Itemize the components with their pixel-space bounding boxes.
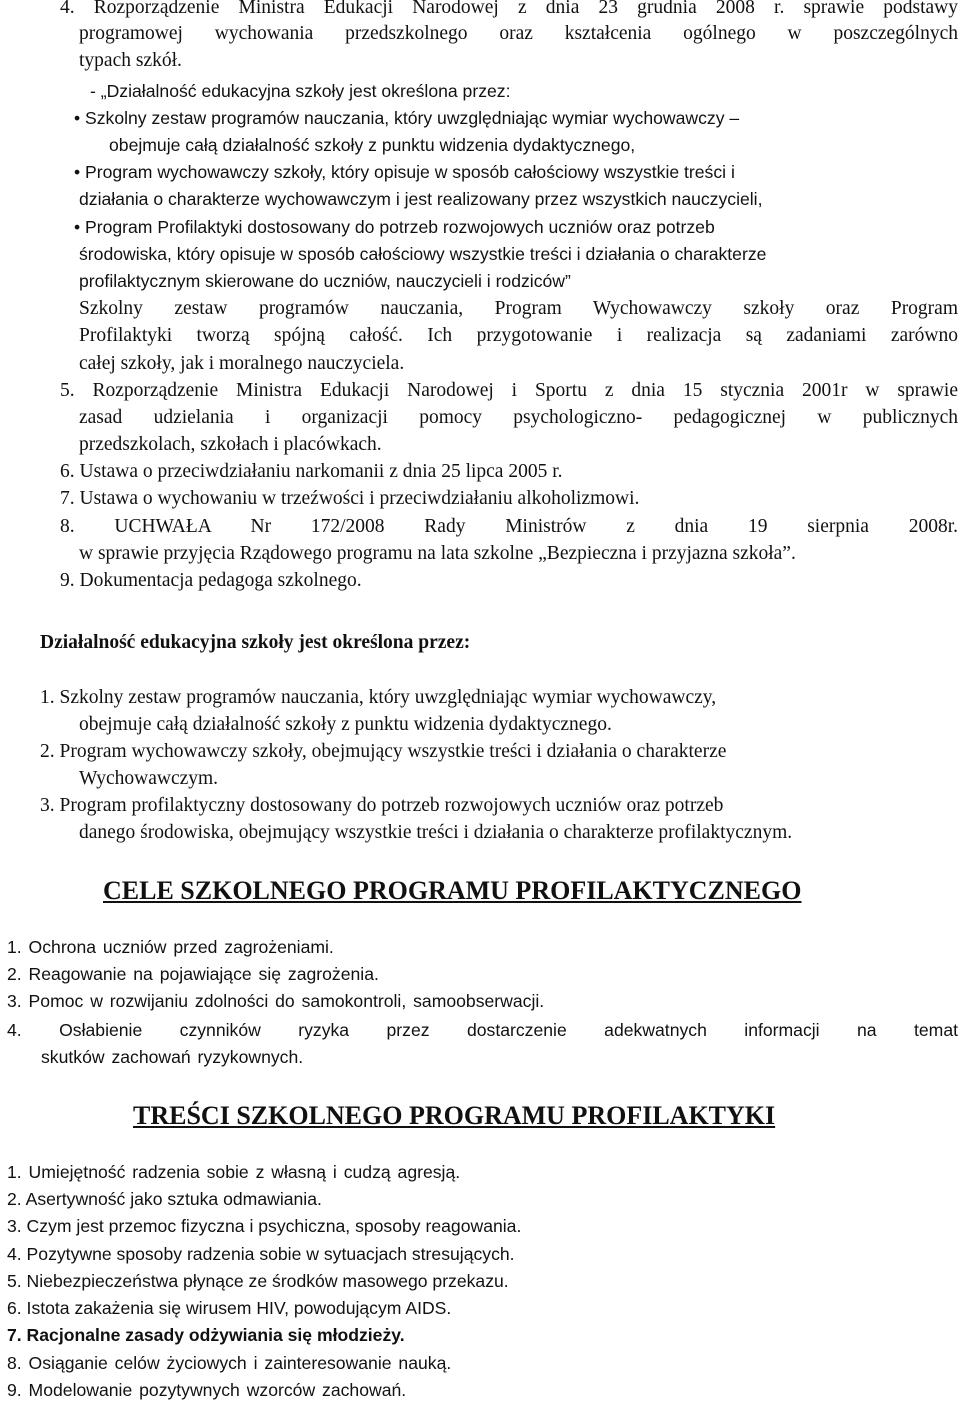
- goal-item-3: 3. Pomoc w rozwijaniu zdolności do samokontroli, samoobserwacji.: [7, 991, 545, 1011]
- activity-item-1-line-2: obejmuje całą działalność szkoły z punktu widzenia dydaktycznego.: [79, 714, 612, 735]
- goals-heading: CELE SZKOLNEGO PROGRAMU PROFILAKTYCZNEGO: [103, 876, 802, 905]
- activity-heading: Działalność edukacyjna szkoły jest określona przez:: [40, 632, 471, 653]
- activity-item-1-line-1: 1. Szkolny zestaw programów nauczania, który uwzględniając wymiar wychowawczy,: [40, 687, 717, 708]
- content-item-6: 6. Istota zakażenia się wirusem HIV, powodującym AIDS.: [7, 1298, 452, 1318]
- quote-bullet-3-line-2: środowiska, który opisuje w sposób całościowy wszystkie treści i działania o charakterze: [79, 244, 767, 264]
- summary-line-1: Szkolny zestaw programów nauczania, Program Wychowawczy szkoły oraz Program: [79, 298, 958, 319]
- goal-item-1: 1. Ochrona uczniów przed zagrożeniami.: [7, 937, 334, 957]
- quote-bullet-2-line-2: działania o charakterze wychowawczym i jest realizowany przez wszystkich nauczycieli,: [79, 189, 763, 209]
- content-item-8: 8. Osiąganie celów życiowych i zainteresowanie nauką.: [7, 1353, 452, 1373]
- ref-item-7: 7. Ustawa o wychowaniu w trzeźwości i przeciwdziałaniu alkoholizmowi.: [60, 488, 640, 509]
- content-item-1: 1. Umiejętność radzenia sobie z własną i cudzą agresją.: [7, 1162, 461, 1182]
- content-item-4: 4. Pozytywne sposoby radzenia sobie w sytuacjach stresujących.: [7, 1244, 515, 1264]
- activity-item-2-line-1: 2. Program wychowawczy szkoły, obejmujący wszystkie treści i działania o charakterze: [40, 741, 727, 762]
- ref-item-9: 9. Dokumentacja pedagoga szkolnego.: [60, 570, 362, 591]
- goal-item-2: 2. Reagowanie na pojawiające się zagrożenia.: [7, 964, 379, 984]
- ref-item-8-line-2: w sprawie przyjęcia Rządowego programu na lata szkolne „Bezpieczna i przyjazna szkoła”.: [79, 543, 796, 564]
- activity-item-2-line-2: Wychowawczym.: [79, 768, 219, 789]
- goal-item-4-line-1: 4. Osłabienie czynników ryzyka przez dostarczenie adekwatnych informacji na temat: [7, 1020, 958, 1040]
- ref-item-5-line-2: zasad udzielania i organizacji pomocy psychologiczno- pedagogicznej w publicznych: [79, 407, 958, 428]
- quote-intro: - „Działalność edukacyjna szkoły jest określona przez:: [90, 81, 511, 101]
- ref-item-8-line-1: 8. UCHWAŁA Nr 172/2008 Rady Ministrów z dnia 19 sierpnia 2008r.: [60, 516, 958, 537]
- activity-item-3-line-1: 3. Program profilaktyczny dostosowany do potrzeb rozwojowych uczniów oraz potrzeb: [40, 795, 724, 816]
- quote-bullet-3-line-1: • Program Profilaktyki dostosowany do potrzeb rozwojowych uczniów oraz potrzeb: [74, 216, 715, 238]
- ref-item-6: 6. Ustawa o przeciwdziałaniu narkomanii z dnia 25 lipca 2005 r.: [60, 461, 563, 482]
- content-item-7: 7. Racjonalne zasady odżywiania się młodzieży.: [7, 1325, 405, 1345]
- ref-item-5-line-3: przedszkolach, szkołach i placówkach.: [79, 434, 382, 455]
- quote-bullet-3-line-3: profilaktycznym skierowane do uczniów, nauczycieli i rodziców”: [79, 271, 571, 291]
- activity-item-3-line-2: danego środowiska, obejmujący wszystkie treści i działania o charakterze profilaktycznym.: [79, 822, 793, 843]
- goal-item-4-line-2: skutków zachowań ryzykownych.: [41, 1047, 304, 1067]
- content-item-9: 9. Modelowanie pozytywnych wzorców zachowań.: [7, 1380, 407, 1400]
- content-item-3: 3. Czym jest przemoc fizyczna i psychiczna, sposoby reagowania.: [7, 1216, 522, 1236]
- content-item-2: 2. Asertywność jako sztuka odmawiania.: [7, 1189, 322, 1209]
- quote-bullet-2-line-1: • Program wychowawczy szkoły, który opisuje w sposób całościowy wszystkie treści i: [74, 161, 735, 183]
- content-item-5: 5. Niebezpieczeństwa płynące ze środków masowego przekazu.: [7, 1271, 509, 1291]
- quote-bullet-1-line-2: obejmuje całą działalność szkoły z punktu widzenia dydaktycznego,: [109, 135, 636, 155]
- contents-heading: TREŚCI SZKOLNEGO PROGRAMU PROFILAKTYKI: [133, 1101, 776, 1130]
- ref-item-4-line-1: 4. Rozporządzenie Ministra Edukacji Narodowej z dnia 23 grudnia 2008 r. sprawie podstawy: [60, 0, 958, 18]
- ref-item-4-line-2: programowej wychowania przedszkolnego oraz kształcenia ogólnego w poszczególnych: [79, 23, 958, 44]
- quote-bullet-1-line-1: • Szkolny zestaw programów nauczania, który uwzględniając wymiar wychowawczy –: [74, 107, 739, 129]
- ref-item-4-line-3: typach szkół.: [79, 50, 182, 71]
- summary-line-3: całej szkoły, jak i moralnego nauczyciela.: [79, 353, 405, 374]
- summary-line-2: Profilaktyki tworzą spójną całość. Ich przygotowanie i realizacja są zadaniami zarówno: [79, 325, 958, 346]
- ref-item-5-line-1: 5. Rozporządzenie Ministra Edukacji Narodowej i Sportu z dnia 15 stycznia 2001r w sprawie: [60, 380, 958, 401]
